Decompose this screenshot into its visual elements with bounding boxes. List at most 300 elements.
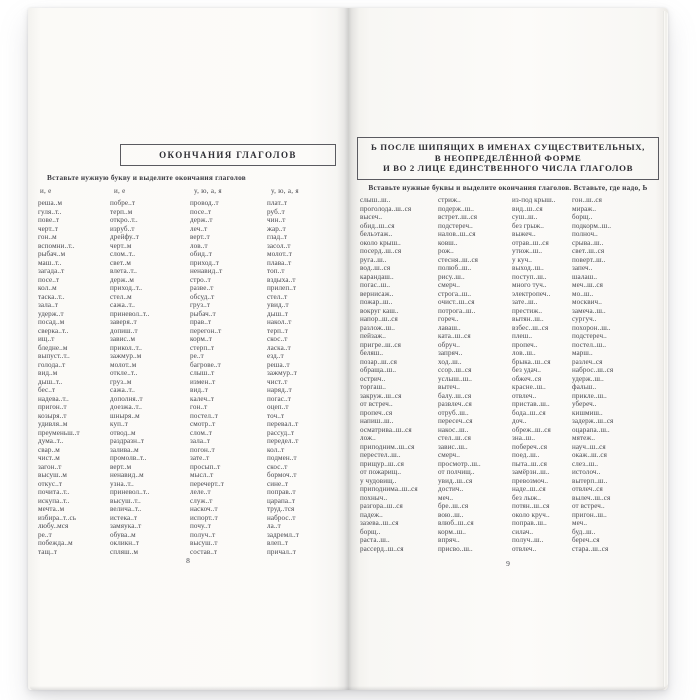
- word-item: береч..ся: [572, 536, 600, 544]
- word-item: бормоч..т: [267, 471, 297, 479]
- word-item: ла..т: [267, 522, 281, 530]
- word-item: рассуд..т: [267, 428, 295, 437]
- word-item: наскоч..т: [190, 505, 218, 513]
- page-number-right: 9: [506, 559, 510, 568]
- word-item: ищ..т: [38, 335, 55, 343]
- right-title-line-2: В НЕОПРЕДЕЛЁННОЙ ФОРМЕ: [434, 152, 582, 163]
- word-item: обид..т: [190, 250, 212, 258]
- word-item: почита..т..: [38, 488, 70, 496]
- word-item: прикле..ш..: [572, 391, 607, 400]
- word-item: у куч..: [512, 255, 533, 264]
- word-item: ход..ш..: [438, 357, 462, 366]
- word-item: истека..т: [110, 513, 138, 522]
- word-item: плеш..: [512, 332, 533, 340]
- word-item: кол..м: [38, 284, 57, 292]
- word-item: стро..т: [190, 275, 211, 284]
- word-item: откус..т: [38, 479, 63, 488]
- word-item: погон..т: [190, 445, 215, 454]
- word-item: терп..т: [267, 326, 288, 335]
- word-item: обраща..ш..: [360, 366, 397, 374]
- column-header-1: и, е: [40, 187, 52, 195]
- word-item: кол..т: [267, 445, 285, 454]
- word-item: любу..мся: [38, 522, 69, 530]
- word-item: поправ..ш..: [512, 519, 547, 527]
- right-page-subtitle: Вставьте нужные буквы и выделите окончания глаголов. Вставьте, где надо, Ь: [368, 183, 648, 192]
- word-item: посерд..ш..ся: [360, 247, 402, 255]
- word-item: козыря..т: [38, 411, 67, 420]
- word-item: рыбач..т: [190, 309, 216, 318]
- word-item: ласка..т: [267, 343, 291, 352]
- word-item: завис..м: [110, 335, 136, 343]
- word-item: терп..м: [110, 207, 133, 216]
- word-item: сажа..т..: [110, 386, 135, 394]
- word-item: бельэтаж..: [360, 230, 393, 238]
- word-item: превозмоч..: [512, 476, 549, 485]
- word-item: науч..ш..ся: [572, 442, 606, 451]
- word-item: пове..т: [38, 216, 60, 224]
- word-item: узна..т..: [110, 479, 134, 488]
- word-item: ковш..: [438, 238, 458, 247]
- word-item: вокруг каш..: [360, 306, 399, 315]
- word-item: бес..т: [38, 386, 56, 394]
- word-item: свет..ш..ся: [572, 247, 605, 255]
- word-item: обсуд..т: [190, 292, 215, 301]
- word-item: слыш..ш..: [360, 196, 391, 204]
- left-page: [28, 8, 348, 690]
- word-item: пристав..ш..: [512, 400, 550, 408]
- word-item: таска..т..: [38, 292, 65, 301]
- word-item: выжеч..: [512, 230, 536, 238]
- word-item: пропеч..: [512, 340, 538, 349]
- word-item: леле..т: [190, 488, 211, 496]
- word-item: закруж..ш..ся: [360, 391, 402, 400]
- word-item: обжеч..ся: [512, 374, 542, 383]
- word-item: увид..т: [267, 301, 289, 309]
- word-item: ката..ш..ся: [438, 332, 471, 340]
- word-item: перевал..т: [267, 420, 299, 428]
- word-item: гореч..: [438, 315, 459, 323]
- word-item: смерч..: [438, 281, 460, 289]
- word-item: услыш..ш..: [438, 374, 473, 383]
- word-item: без лыж..: [512, 493, 541, 502]
- word-item: верт..м: [110, 462, 132, 471]
- word-item: наброс..ш..ся: [572, 366, 614, 374]
- word-column-left-3: [190, 199, 224, 556]
- word-item: борщ..: [572, 213, 593, 221]
- word-item: лов..ш..: [512, 349, 536, 357]
- word-item: куп..т: [110, 420, 128, 428]
- word-item: проголода..ш..ся: [360, 204, 412, 213]
- word-item: истолоч..: [572, 468, 601, 476]
- word-item: марш..: [572, 349, 593, 357]
- word-item: прав..т: [190, 318, 212, 326]
- word-item: вытеч..: [438, 383, 461, 391]
- page-edges-icon: [663, 11, 668, 687]
- word-item: сине..т: [267, 479, 289, 488]
- word-item: напор..ш..ся: [360, 315, 398, 323]
- word-item: посе..т: [190, 207, 212, 216]
- word-item: присво..ш..: [438, 544, 473, 553]
- word-item: плава..т: [267, 258, 292, 267]
- word-item: ре..т: [190, 352, 204, 360]
- word-item: погас..ш..: [360, 281, 391, 289]
- word-column-right-2: [438, 196, 481, 553]
- word-item: от пожарищ..: [360, 468, 402, 476]
- word-item: доч..: [512, 417, 527, 425]
- word-item: бледне..м: [38, 343, 68, 352]
- word-item: состав..т: [190, 547, 218, 556]
- right-page: [348, 8, 668, 690]
- word-item: утюж..ш..: [512, 247, 543, 255]
- word-item: от встреч..: [360, 400, 393, 408]
- word-item: постел..т: [190, 411, 219, 420]
- word-item: посе..т: [38, 275, 60, 284]
- word-item: мятеж..: [572, 434, 596, 442]
- word-item: черт..м: [110, 241, 132, 250]
- word-item: загада..т: [38, 267, 65, 275]
- word-item: стара..ш..ся: [572, 544, 609, 553]
- word-item: приподним..ш..ся: [360, 442, 415, 451]
- word-item: руга..ш..: [360, 255, 387, 264]
- word-item: дума..т..: [38, 437, 64, 445]
- word-item: похныч..: [360, 493, 388, 502]
- word-item: приход..т: [190, 258, 219, 267]
- word-item: высеч..: [360, 213, 383, 221]
- word-item: окликн..т: [110, 539, 140, 547]
- word-item: жар..т: [267, 224, 286, 233]
- word-item: зажмур..м: [110, 352, 142, 360]
- word-item: загон..т: [38, 462, 62, 471]
- word-item: испорт..т: [190, 513, 218, 522]
- word-item: причал..т: [267, 547, 297, 556]
- word-item: гуля..т..: [38, 207, 62, 216]
- word-item: без удач..: [512, 366, 542, 374]
- word-item: перечерт..т: [190, 479, 224, 488]
- word-item: бода..ш..ся: [512, 408, 546, 417]
- word-item: стерп..т: [190, 343, 215, 352]
- word-item: полноч..: [572, 230, 598, 238]
- book-spread: [28, 8, 668, 690]
- word-item: побежда..м: [38, 539, 73, 547]
- word-item: реша..т: [267, 360, 290, 369]
- word-item: выпуст..т..: [38, 352, 70, 360]
- left-page-title: ОКОНЧАНИЯ ГЛАГОЛОВ: [120, 144, 336, 166]
- word-item: скос..т: [267, 462, 288, 471]
- word-item: убереч..: [572, 400, 597, 408]
- word-item: дрейфу..т: [110, 233, 139, 241]
- word-item: вид..т: [190, 386, 209, 394]
- word-item: спляш..м: [110, 547, 139, 556]
- word-item: падеж..: [360, 510, 383, 519]
- word-item: погас..т: [267, 394, 291, 403]
- word-item: вид..ш..ся: [512, 204, 543, 213]
- word-item: приподнима..ш..ся: [360, 485, 418, 493]
- word-item: провод..т: [190, 199, 219, 207]
- word-item: откро..т..: [110, 216, 138, 224]
- word-item: изруб..т: [110, 224, 135, 233]
- word-item: обруч..: [438, 340, 460, 349]
- word-item: оцарапа..ш..: [572, 425, 610, 434]
- word-item: рыбач..м: [38, 250, 66, 258]
- word-item: раздразн..т: [110, 437, 145, 445]
- word-item: леч..т: [190, 224, 208, 233]
- word-item: поверт..ш..: [572, 255, 606, 264]
- word-item: позар..ш..ся: [360, 357, 398, 366]
- word-item: электропеч..: [512, 289, 551, 298]
- word-item: гон..м: [38, 233, 57, 241]
- word-item: влеп..т: [267, 539, 289, 547]
- word-item: полюб..ш..: [438, 264, 472, 272]
- word-item: силач..: [512, 527, 534, 536]
- word-item: из-под крыш..: [512, 196, 556, 204]
- word-item: вою..ш..: [438, 510, 464, 519]
- word-item: просмотр..ш..: [438, 459, 481, 468]
- word-item: пересеч..ся: [438, 417, 473, 425]
- word-item: осматрива..ш..ся: [360, 425, 412, 434]
- word-item: получ..ш..: [512, 536, 544, 544]
- word-item: дыш..т: [267, 309, 289, 318]
- word-item: рису..ш..: [438, 272, 465, 281]
- word-item: обреж..ш..ся: [512, 425, 551, 434]
- word-item: похорон..ш..: [572, 323, 611, 332]
- word-item: промолв..т..: [110, 454, 147, 462]
- word-item: свар..м: [38, 445, 60, 454]
- word-item: надева..т..: [38, 394, 69, 403]
- word-item: молот..т: [267, 250, 292, 258]
- word-item: сверка..т..: [38, 326, 69, 335]
- word-item: срыва..ш..: [572, 238, 604, 247]
- word-item: достич..: [438, 485, 464, 493]
- word-item: замеча..ш..: [572, 306, 606, 315]
- word-item: впряч..: [438, 536, 460, 544]
- word-item: вылеч..ш..ся: [572, 493, 611, 502]
- word-item: потрога..ш..: [438, 306, 476, 315]
- word-item: разве..т: [190, 284, 214, 292]
- word-item: пригон..ш..: [572, 510, 607, 519]
- word-item: около круч..: [512, 510, 550, 519]
- column-header-4: у, ю, а, я: [271, 187, 299, 195]
- word-item: побереч..ся: [512, 442, 548, 451]
- word-item: плат..т: [267, 199, 288, 207]
- word-item: зажмур..т: [267, 369, 297, 377]
- word-item: обува..м: [110, 530, 136, 539]
- word-item: буд..ш..: [572, 527, 596, 536]
- word-item: стел..т: [267, 292, 288, 301]
- word-item: свет..м: [110, 258, 131, 267]
- word-item: оцеп..т: [267, 403, 289, 411]
- word-item: чин..т: [267, 216, 286, 224]
- word-item: корм..ш..: [438, 527, 467, 536]
- word-item: ненавид..т: [190, 267, 223, 275]
- word-item: у чудовищ..: [360, 476, 397, 485]
- word-item: молот..м: [110, 360, 137, 369]
- word-item: смотр..т: [190, 420, 216, 428]
- page-number-left: 8: [186, 556, 190, 565]
- word-item: прищур..ш..ся: [360, 459, 404, 468]
- word-column-right-3: [512, 196, 556, 553]
- word-item: тащ..т: [38, 547, 58, 556]
- word-item: около крыш..: [360, 238, 401, 247]
- word-item: отвлеч..: [512, 544, 537, 553]
- word-column-right-1: [360, 196, 418, 553]
- word-item: груз..т: [190, 301, 211, 309]
- word-item: слез..ш..: [572, 459, 599, 468]
- word-item: смерч..: [438, 451, 460, 459]
- word-item: лож..: [360, 434, 376, 442]
- word-item: сургуч..: [572, 315, 597, 323]
- word-item: меч..: [438, 493, 454, 502]
- word-column-left-4: [267, 199, 299, 556]
- word-item: отрав..ш..ся: [512, 238, 549, 247]
- word-item: рассерд..ш..ся: [360, 544, 404, 553]
- word-item: влета..т..: [110, 267, 137, 275]
- word-item: багрове..т: [190, 360, 221, 369]
- word-item: завис..ш..: [438, 442, 468, 451]
- word-item: мо..ш..: [572, 289, 594, 298]
- word-item: задремл..т: [267, 530, 299, 539]
- word-item: царапа..т: [267, 496, 296, 505]
- word-item: ре..т: [38, 530, 52, 539]
- word-item: точ..т: [267, 411, 285, 420]
- word-item: острич..: [360, 374, 386, 383]
- word-item: труд..тся: [267, 505, 295, 513]
- word-item: налов..ш..ся: [438, 230, 476, 238]
- word-item: залива..м: [110, 445, 139, 454]
- word-item: почу..т: [190, 522, 211, 530]
- word-item: запряч..: [438, 349, 463, 357]
- word-item: приневол..т..: [110, 309, 150, 318]
- word-column-left-1: [38, 199, 80, 556]
- word-item: получ..т: [190, 530, 216, 539]
- word-item: борщ..: [360, 527, 381, 536]
- word-item: прикол..т..: [110, 343, 142, 352]
- word-item: допиш..т: [110, 326, 138, 335]
- word-item: служ..т: [190, 496, 213, 505]
- word-item: засол..т: [267, 241, 291, 250]
- word-item: влюб..ш..ся: [438, 519, 474, 527]
- word-item: калеч..т: [190, 394, 215, 403]
- word-item: удерж..ш..: [572, 374, 604, 383]
- word-item: приход..т..: [110, 284, 143, 292]
- word-item: высуш..м: [38, 471, 68, 479]
- word-item: стриж..: [438, 196, 461, 204]
- word-item: постел..ш..: [572, 340, 607, 349]
- word-item: взбес..ш..ся: [512, 323, 549, 332]
- word-item: отвлеч..ся: [572, 485, 603, 493]
- word-item: вид..м: [38, 369, 58, 377]
- word-item: накос..ш..: [438, 425, 469, 434]
- word-item: черт..т: [38, 224, 59, 233]
- word-item: маш..т..: [38, 258, 62, 267]
- word-item: слом..т..: [110, 250, 136, 258]
- word-item: слыш..т: [190, 369, 215, 377]
- word-item: суш..ш..: [512, 213, 538, 221]
- word-item: беляш..: [360, 349, 384, 357]
- word-item: от встреч..: [572, 502, 605, 510]
- word-item: зна..ш..: [512, 434, 536, 442]
- word-item: искупа..т..: [38, 496, 70, 505]
- word-item: слом..т: [190, 428, 212, 437]
- word-item: зала..т: [38, 301, 59, 309]
- word-item: высуш..т: [190, 539, 218, 547]
- word-item: руб..т: [267, 207, 285, 216]
- word-item: вод..ш..ся: [360, 264, 391, 272]
- word-item: шныря..м: [110, 411, 140, 420]
- word-item: потян..ш..ся: [512, 502, 550, 510]
- word-item: развлеч..ся: [438, 400, 472, 408]
- word-item: накол..т: [267, 318, 292, 326]
- word-item: запеч..: [572, 264, 593, 272]
- word-item: держ..т: [190, 216, 213, 224]
- word-item: выход..ш..: [512, 264, 544, 272]
- word-item: перестел..ш..: [360, 451, 401, 459]
- word-item: разгора..ш..ся: [360, 502, 403, 510]
- word-item: мечта..м: [38, 505, 65, 513]
- word-item: бре..ш..ся: [438, 502, 469, 510]
- word-item: поправ..т: [267, 488, 296, 496]
- word-item: чист..т: [267, 377, 288, 386]
- word-item: зала..т: [190, 437, 211, 445]
- word-item: окаж..ш..ся: [572, 451, 608, 459]
- word-item: откле..т..: [110, 369, 138, 377]
- word-item: дыш..т..: [38, 377, 63, 386]
- word-item: побре..т: [110, 199, 136, 207]
- word-item: замёрзн..ш..: [512, 468, 550, 476]
- word-item: фальш..: [572, 383, 597, 391]
- word-item: верт..т: [190, 233, 210, 241]
- word-item: дополня..т: [110, 394, 143, 403]
- word-item: без грыж..: [512, 221, 544, 230]
- word-item: меч..ш..ся: [572, 281, 603, 289]
- word-item: подстереч..: [438, 221, 473, 230]
- word-item: рож..: [438, 247, 454, 255]
- word-item: подкорм..ш..: [572, 221, 612, 230]
- word-item: разлож..ш..: [360, 323, 395, 332]
- word-item: корм..т: [190, 335, 212, 343]
- word-item: подмен..т: [267, 454, 297, 462]
- word-item: пригре..ш..ся: [360, 340, 402, 349]
- word-item: подерж..ш..: [438, 204, 475, 213]
- word-item: зате..т: [190, 454, 210, 462]
- word-item: глад..т: [267, 233, 288, 241]
- word-item: приневол..т..: [110, 488, 150, 496]
- word-item: держ..м: [110, 275, 134, 284]
- word-item: чист..м: [38, 454, 60, 462]
- word-item: поступ..ш..: [512, 272, 547, 281]
- word-item: строга..ш..: [438, 289, 472, 298]
- word-item: вытерп..ш..: [572, 476, 608, 485]
- word-item: мираж..: [572, 204, 597, 213]
- word-item: избира..т..сь: [38, 513, 77, 522]
- word-item: преуменьш..т: [38, 428, 80, 437]
- word-item: красне..ш..: [512, 383, 546, 391]
- left-page-subtitle: Вставьте нужную букву и выделите окончания глаголов: [47, 173, 246, 182]
- word-item: просып..т: [190, 462, 221, 471]
- word-item: отруб..ш..: [438, 408, 469, 417]
- word-item: стесня..ш..ся: [438, 255, 479, 264]
- word-item: голода..т: [38, 360, 66, 369]
- word-item: ненавид..м: [110, 471, 144, 479]
- word-item: передел..т: [267, 437, 299, 445]
- word-item: кишмиш..: [572, 408, 603, 417]
- word-item: вздыха..т: [267, 275, 296, 284]
- word-item: удерж..т: [38, 309, 64, 318]
- word-item: гон..ш..ся: [572, 196, 603, 204]
- word-item: доезжа..т..: [110, 403, 142, 411]
- word-item: наряд..т: [267, 386, 292, 394]
- word-item: вспомни..т..: [38, 241, 75, 250]
- word-item: реша..м: [38, 199, 63, 207]
